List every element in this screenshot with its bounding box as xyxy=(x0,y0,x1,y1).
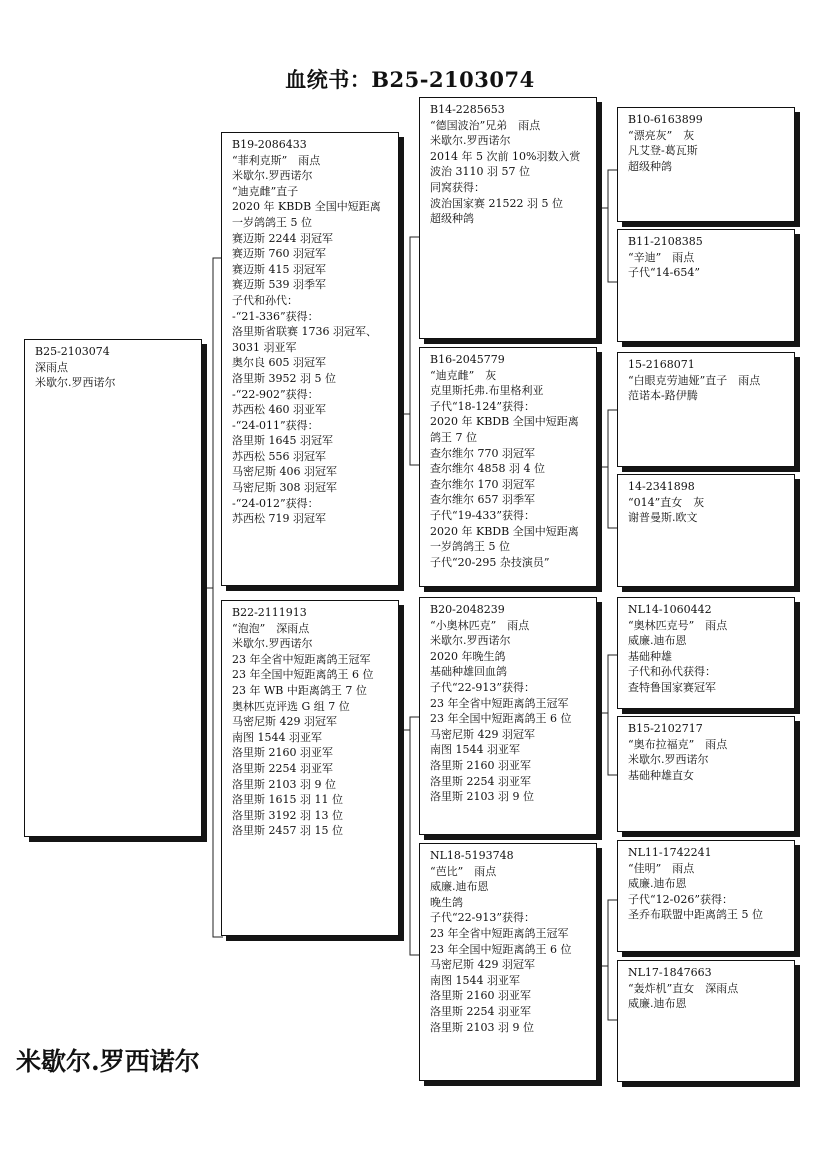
card-line: 23 年全省中短距离鸽王冠军 xyxy=(232,652,371,666)
great-grandparent-card-4 xyxy=(617,474,795,587)
card-line: 23 年全国中短距离鸽王 6 位 xyxy=(430,712,572,726)
card-line: 子代和孙代： xyxy=(232,293,298,307)
great-grandparent-card-5 xyxy=(617,597,795,709)
card-line: 南图 1544 羽亚军 xyxy=(232,730,322,744)
card-line: -“22-902”获得： xyxy=(232,387,319,401)
great-grandparent-card-6 xyxy=(617,716,795,832)
card-line: “漂亮灰” 灰 xyxy=(628,128,695,142)
card-line: 洛里斯 1615 羽 11 位 xyxy=(232,793,343,807)
card-line: 苏西松 460 羽亚军 xyxy=(232,403,326,417)
great-grandparent-card-1 xyxy=(617,107,795,222)
card-line: 查尔维尔 770 羽冠军 xyxy=(430,446,535,460)
card-line: 洛里斯 2254 羽亚军 xyxy=(232,761,333,775)
card-line: 威廉.迪布恩 xyxy=(628,634,687,648)
card-line: 基础种雄回血鸽 xyxy=(430,665,507,679)
card-line: 3031 羽亚军 xyxy=(232,340,297,354)
ring-number: B16-2045779 xyxy=(430,353,505,366)
card-line: 鸽王 7 位 xyxy=(430,430,477,444)
card-line: 子代“12-026”获得： xyxy=(628,892,733,906)
pedigree-title: 血统书：B25-2103074 xyxy=(285,67,535,92)
dam-card xyxy=(221,600,399,936)
card-line: 洛里斯 3952 羽 5 位 xyxy=(232,371,336,385)
sire-sire-card xyxy=(419,97,597,339)
card-line: 洛里斯 2254 羽亚军 xyxy=(430,1004,531,1018)
card-line: 2020 年 KBDB 全国中短距离 xyxy=(232,200,381,214)
card-line: “014”直女 灰 xyxy=(628,495,705,509)
card-line: 米歇尔.罗西诺尔 xyxy=(232,637,313,651)
card-line: 洛里斯 2103 羽 9 位 xyxy=(430,1020,534,1034)
card-line: 奥尔良 605 羽冠军 xyxy=(232,356,326,370)
subject-pigeon-card xyxy=(24,339,202,837)
owner-name: 米歇尔.罗西诺尔 xyxy=(16,1047,200,1076)
card-line: 2020 年 KBDB 全国中短距离 xyxy=(430,524,579,538)
ring-number: B15-2102717 xyxy=(628,722,703,735)
card-line: 洛里斯 2457 羽 15 位 xyxy=(232,824,343,838)
card-line: 子代和孙代获得： xyxy=(628,665,716,679)
sire-card xyxy=(221,132,399,586)
card-line: 马密尼斯 308 羽冠军 xyxy=(232,481,337,495)
card-line: 一岁鸽鸽王 5 位 xyxy=(430,540,510,554)
card-line: “辛迪” 雨点 xyxy=(628,250,695,264)
card-line: 洛里斯 2160 羽亚军 xyxy=(232,746,333,760)
card-line: 一岁鸽鸽王 5 位 xyxy=(232,215,312,229)
ring-number: B11-2108385 xyxy=(628,235,703,248)
card-line: 子代“20-295 杂技演员” xyxy=(430,555,550,569)
card-line: 洛里斯 2103 羽 9 位 xyxy=(232,777,336,791)
card-line: “佳明” 雨点 xyxy=(628,861,695,875)
card-line: 苏西松 556 羽冠军 xyxy=(232,449,326,463)
card-line: 米歇尔.罗西诺尔 xyxy=(628,753,709,767)
card-line: 2020 年晚生鸽 xyxy=(430,649,506,663)
card-line: 晚生鸽 xyxy=(430,895,463,909)
card-line: “轰炸机”直女 深雨点 xyxy=(628,981,739,995)
card-line: 马密尼斯 406 羽冠军 xyxy=(232,465,337,479)
card-line: 2020 年 KBDB 全国中短距离 xyxy=(430,415,579,429)
card-line: 南图 1544 羽亚军 xyxy=(430,743,520,757)
card-line: 米歇尔.罗西诺尔 xyxy=(35,376,116,390)
card-line: -“21-336”获得： xyxy=(232,309,319,323)
ring-number: B10-6163899 xyxy=(628,113,703,126)
card-line: 洛里斯 2254 羽亚军 xyxy=(430,774,531,788)
card-line: 凡艾登-葛瓦斯 xyxy=(628,144,698,158)
ring-number: 14-2341898 xyxy=(628,480,695,493)
ring-number: B20-2048239 xyxy=(430,603,505,616)
ring-number: B19-2086433 xyxy=(232,138,307,151)
card-line: 谢普曼斯.欧文 xyxy=(628,511,698,525)
ring-number: NL11-1742241 xyxy=(628,846,712,859)
ring-number: B22-2111913 xyxy=(232,606,307,619)
card-line: 洛里斯 2160 羽亚军 xyxy=(430,989,531,1003)
card-line: 洛里斯 1645 羽冠军 xyxy=(232,434,333,448)
card-line: 子代“18-124”获得： xyxy=(430,399,535,413)
card-line: 查尔维尔 4858 羽 4 位 xyxy=(430,462,545,476)
card-line: -“24-012”获得： xyxy=(232,496,319,510)
card-line: 深雨点 xyxy=(35,360,68,374)
card-line: 范诺本-路伊腾 xyxy=(628,389,698,403)
card-line: 南图 1544 羽亚军 xyxy=(430,973,520,987)
ring-number: NL14-1060442 xyxy=(628,603,712,616)
great-grandparent-card-2 xyxy=(617,229,795,342)
ring-number: B14-2285653 xyxy=(430,103,505,116)
card-line: 马密尼斯 429 羽冠军 xyxy=(430,958,535,972)
card-line: 米歇尔.罗西诺尔 xyxy=(430,634,511,648)
ring-number: B25-2103074 xyxy=(35,345,110,358)
card-line: 赛迈斯 760 羽冠军 xyxy=(232,247,326,261)
card-line: 洛里斯省联赛 1736 羽冠军、 xyxy=(232,325,377,339)
card-line: 赛迈斯 539 羽季军 xyxy=(232,278,326,292)
card-line: “迪克雌” 灰 xyxy=(430,368,497,382)
card-line: 23 年全省中短距离鸽王冠军 xyxy=(430,696,569,710)
card-line: “奥布拉福克” 雨点 xyxy=(628,737,728,751)
card-line: 赛迈斯 2244 羽冠军 xyxy=(232,231,333,245)
great-grandparent-card-7 xyxy=(617,840,795,952)
card-line: 威廉.迪布恩 xyxy=(628,877,687,891)
dam-dam-card xyxy=(419,843,597,1081)
card-line: “德国波治”兄弟 雨点 xyxy=(430,118,541,132)
card-line: 23 年 WB 中距离鸽王 7 位 xyxy=(232,683,367,697)
card-line: 查尔维尔 657 羽季军 xyxy=(430,493,535,507)
card-line: 威廉.迪布恩 xyxy=(430,880,489,894)
card-line: 2014 年 5 次前 10%羽数入赏 xyxy=(430,149,581,163)
card-line: 马密尼斯 429 羽冠军 xyxy=(232,715,337,729)
card-line: 波治国家赛 21522 羽 5 位 xyxy=(430,196,563,210)
card-line: 米歇尔.罗西诺尔 xyxy=(232,169,313,183)
card-line: 23 年全国中短距离鸽王 6 位 xyxy=(232,668,374,682)
card-line: 赛迈斯 415 羽冠军 xyxy=(232,262,326,276)
card-line: 超级种鸽 xyxy=(628,159,672,173)
card-line: 洛里斯 3192 羽 13 位 xyxy=(232,808,343,822)
card-line: 查特鲁国家赛冠军 xyxy=(628,680,716,694)
card-line: 威廉.迪布恩 xyxy=(628,997,687,1011)
card-line: 克里斯托弗.布里格利亚 xyxy=(430,384,544,398)
card-line: “奥林匹克号” 雨点 xyxy=(628,618,728,632)
ring-number: 15-2168071 xyxy=(628,358,695,371)
card-line: 洛里斯 2103 羽 9 位 xyxy=(430,790,534,804)
card-line: “芭比” 雨点 xyxy=(430,864,497,878)
great-grandparent-card-3 xyxy=(617,352,795,467)
card-line: 同窝获得： xyxy=(430,180,485,194)
card-line: “泡泡” 深雨点 xyxy=(232,621,310,635)
card-line: 洛里斯 2160 羽亚军 xyxy=(430,758,531,772)
card-line: “迪克雌”直子 xyxy=(232,184,299,198)
card-line: 子代“22-913”获得： xyxy=(430,680,535,694)
card-line: 子代“22-913”获得： xyxy=(430,911,535,925)
sire-dam-card xyxy=(419,347,597,587)
card-line: 子代“14-654” xyxy=(628,266,700,280)
card-line: 基础种雄直女 xyxy=(628,768,694,782)
card-line: 基础种雄 xyxy=(628,649,672,663)
card-line: 波治 3110 羽 57 位 xyxy=(430,165,530,179)
card-line: -“24-011”获得： xyxy=(232,418,319,432)
card-line: 圣乔布联盟中距离鸽王 5 位 xyxy=(628,908,763,922)
card-line: 子代“19-433”获得： xyxy=(430,508,535,522)
card-line: 苏西松 719 羽冠军 xyxy=(232,512,326,526)
card-line: 米歇尔.罗西诺尔 xyxy=(430,134,511,148)
card-line: 23 年全国中短距离鸽王 6 位 xyxy=(430,942,572,956)
great-grandparent-card-8 xyxy=(617,960,795,1082)
card-line: 奥林匹克评选 G 组 7 位 xyxy=(232,699,350,713)
card-line: 超级种鸽 xyxy=(430,212,474,226)
card-line: 查尔维尔 170 羽冠军 xyxy=(430,477,535,491)
card-line: “小奥林匹克” 雨点 xyxy=(430,618,530,632)
ring-number: NL17-1847663 xyxy=(628,966,712,979)
card-line: 23 年全省中短距离鸽王冠军 xyxy=(430,926,569,940)
card-line: 马密尼斯 429 羽冠军 xyxy=(430,727,535,741)
card-line: “白眼克劳迪娅”直子 雨点 xyxy=(628,373,761,387)
dam-sire-card xyxy=(419,597,597,835)
card-line: “菲利克斯” 雨点 xyxy=(232,153,321,167)
ring-number: NL18-5193748 xyxy=(430,849,514,862)
